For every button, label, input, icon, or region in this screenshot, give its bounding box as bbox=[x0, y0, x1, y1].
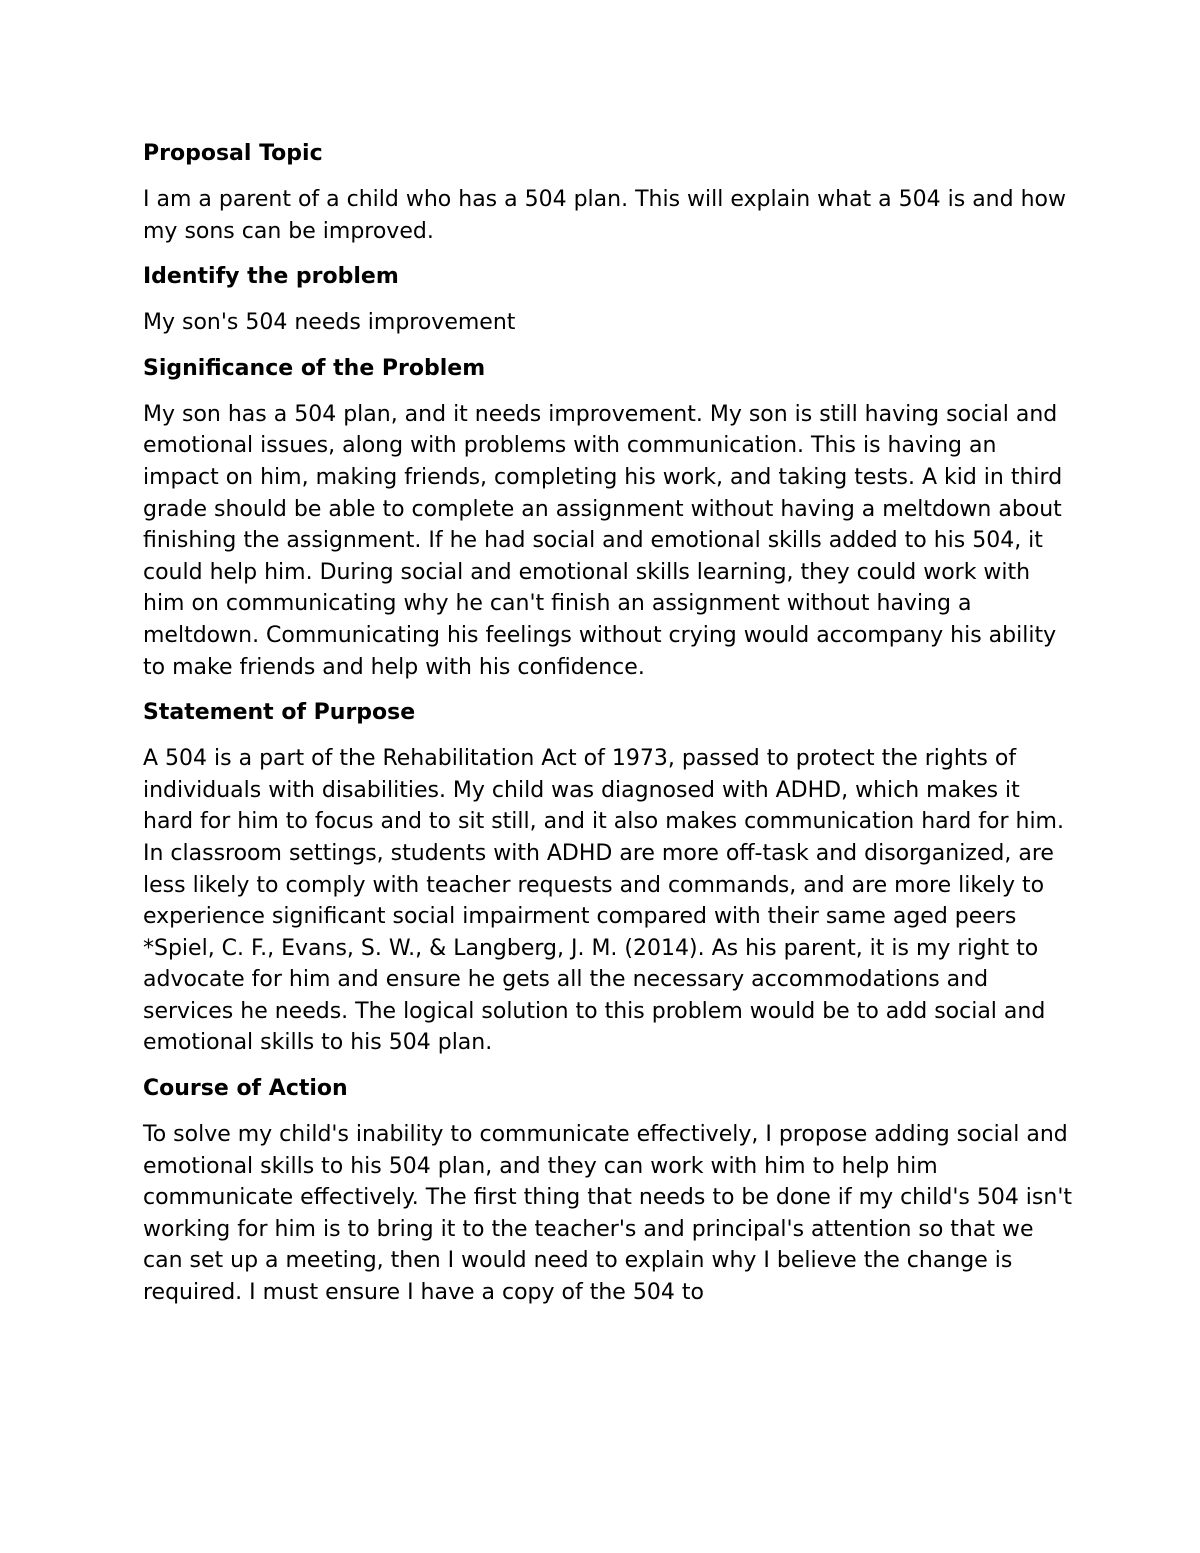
section-statement-of-purpose bbox=[143, 697, 1073, 1059]
section-significance bbox=[143, 353, 1073, 683]
section-heading: Course of Action bbox=[143, 1076, 348, 1102]
section-heading: Statement of Purpose bbox=[143, 700, 416, 726]
section-heading: Identify the problem bbox=[143, 264, 399, 290]
section-body: My son has a 504 plan, and it needs improvement. My son is still having social and emotional issues, along with problems with communication. This is having an impact on him, making friends, completing his work, and taking tests. A kid in third grade should be able to complete an assignment without having a meltdown about finishing the assignment. If he had social and emotional skills added to his 504, it could help him. During social and emotional skills learning, they could work with him on communicating why he can't finish an assignment without having a meltdown. Communicating his feelings without crying would accompany his ability to make friends and help with his confidence. bbox=[143, 401, 1063, 680]
section-identify-problem bbox=[143, 261, 1073, 339]
document-page bbox=[143, 138, 1073, 1323]
section-heading: Proposal Topic bbox=[143, 141, 323, 166]
section-course-of-action bbox=[143, 1073, 1073, 1309]
section-heading: Significance of the Problem bbox=[143, 355, 486, 381]
section-body: A 504 is a part of the Rehabilitation Act of 1973, passed to protect the rights of individuals with disabilities. My child was diagnosed with ADHD, which makes it hard for him to focus and to sit still, and it also makes communication hard for him. In classroom settings, students with ADHD are more off-task and disorganized, are less likely to comply with teacher requests and commands, and are more likely to experience significant social impairment compared with their same aged peers *Spiel, C. F., Evans, S. W., & Langberg, J. M. (2014). As his parent, it is my right to advocate for him and ensure he gets all the necessary accommodations and services he needs. The logical solution to this problem would be to add social and emotional skills to his 504 plan. bbox=[143, 746, 1064, 1056]
section-body: I am a parent of a child who has a 504 plan. This will explain what a 504 is and how my sons can be improved. bbox=[143, 187, 1066, 244]
section-body: To solve my child's inability to communicate effectively, I propose adding social and emotional skills to his 504 plan, and they can work with him to help him communicate effectively. The first thing that needs to be done if my child's 504 isn't working for him is to bring it to the teacher's and principal's attention so that we can set up a meeting, then I would need to explain why I believe the change is required. I must ensure I have a copy of the 504 to bbox=[143, 1122, 1072, 1306]
section-body: My son's 504 needs improvement bbox=[143, 310, 516, 336]
section-proposal-topic bbox=[143, 138, 1073, 247]
